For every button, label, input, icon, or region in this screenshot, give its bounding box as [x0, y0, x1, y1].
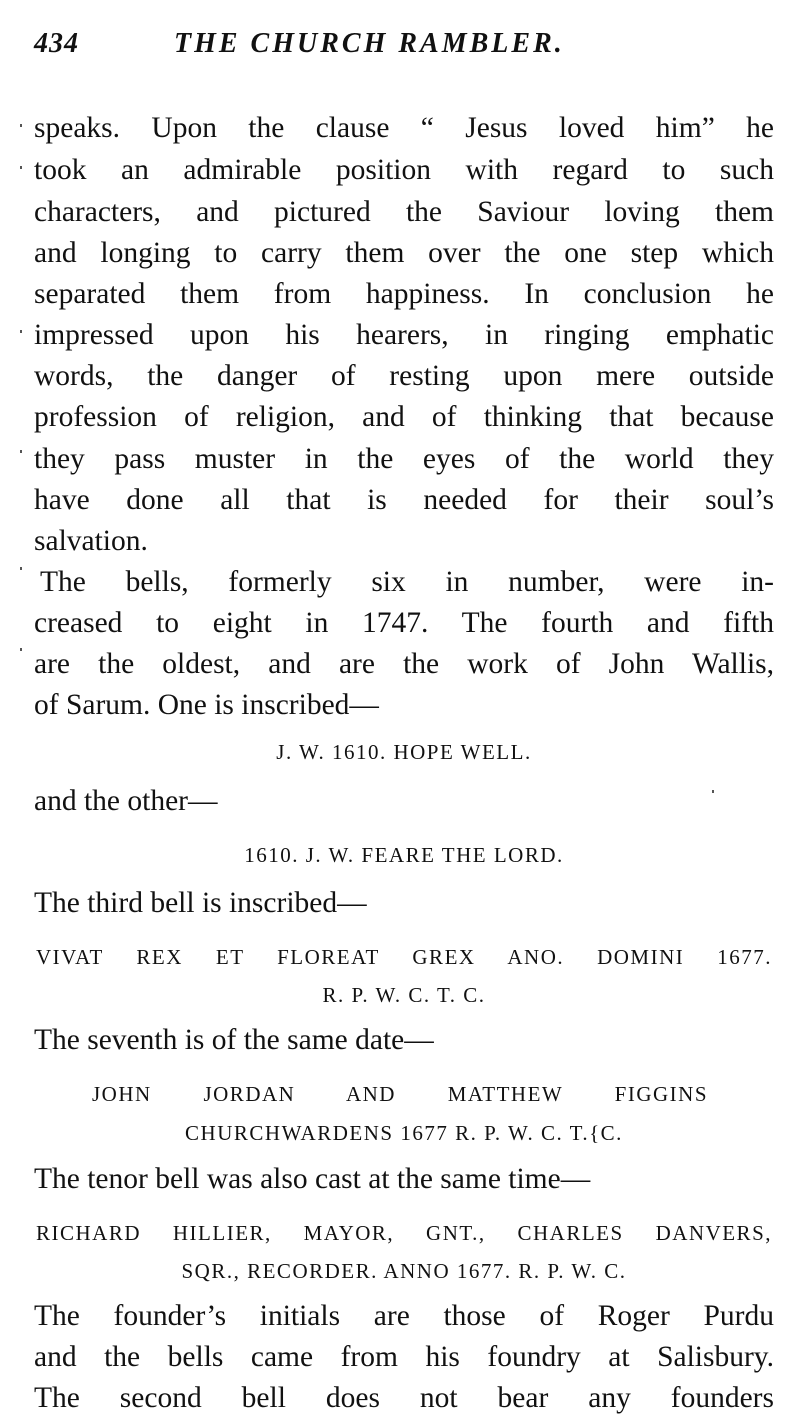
text-line: took an admirable position with regard to such	[34, 154, 774, 186]
text-line: and longing to carry them over the one step which	[34, 237, 774, 269]
text-line: The bells, formerly six in number, were in-	[40, 566, 774, 598]
scan-speck	[20, 166, 22, 169]
text-line: The seventh is of the same date—	[34, 1024, 434, 1056]
bell-inscription: RICHARD HILLIER, MAYOR, GNT., CHARLES DANVERS,	[36, 1221, 772, 1245]
text-line: impressed upon his hearers, in ringing emphatic	[34, 319, 774, 351]
bell-inscription: R. P. W. C. T. C.	[322, 983, 486, 1007]
bell-inscription: SQR., RECORDER. ANNO 1677. R. P. W. C.	[181, 1259, 627, 1283]
bell-inscription: CHURCHWARDENS 1677 R. P. W. C. T.{C.	[185, 1121, 623, 1145]
text-line: The second bell does not bear any founders	[34, 1382, 774, 1414]
bell-inscription: VIVAT REX ET FLOREAT GREX ANO. DOMINI 1677.	[36, 945, 772, 969]
text-line: and the other—	[34, 785, 218, 817]
text-line: words, the danger of resting upon mere outside	[34, 360, 774, 392]
text-line: profession of religion, and of thinking that because	[34, 401, 774, 433]
text-line: and the bells came from his foundry at Salisbury.	[34, 1341, 774, 1373]
scan-speck	[712, 790, 714, 793]
text-line: creased to eight in 1747. The fourth and fifth	[34, 607, 774, 639]
bell-inscription: J. W. 1610. HOPE WELL.	[276, 740, 532, 764]
bell-inscription: 1610. J. W. FEARE THE LORD.	[244, 843, 564, 867]
text-line: are the oldest, and are the work of John Wallis,	[34, 648, 774, 680]
text-line: The founder’s initials are those of Roger Purdu	[34, 1300, 774, 1332]
text-line: salvation.	[34, 525, 148, 557]
running-head	[34, 28, 774, 68]
text-line: of Sarum. One is inscribed—	[34, 689, 379, 721]
scan-speck	[20, 124, 22, 127]
text-line: they pass muster in the eyes of the world they	[34, 443, 774, 475]
text-line: separated them from happiness. In conclusion he	[34, 278, 774, 310]
scan-speck	[20, 648, 22, 651]
scan-speck	[20, 450, 22, 453]
scan-speck	[20, 330, 22, 333]
running-title: THE CHURCH RAMBLER.	[174, 28, 565, 59]
text-line: have done all that is needed for their soul’s	[34, 484, 774, 516]
text-line: speaks. Upon the clause “ Jesus loved him” he	[34, 112, 774, 144]
text-line: The third bell is inscribed—	[34, 887, 367, 919]
text-line: The tenor bell was also cast at the same time—	[34, 1163, 591, 1195]
bell-inscription: JOHN JORDAN AND MATTHEW FIGGINS	[92, 1082, 708, 1106]
scan-speck	[20, 567, 22, 570]
text-line: characters, and pictured the Saviour loving them	[34, 196, 774, 228]
page-number: 434	[34, 28, 79, 59]
